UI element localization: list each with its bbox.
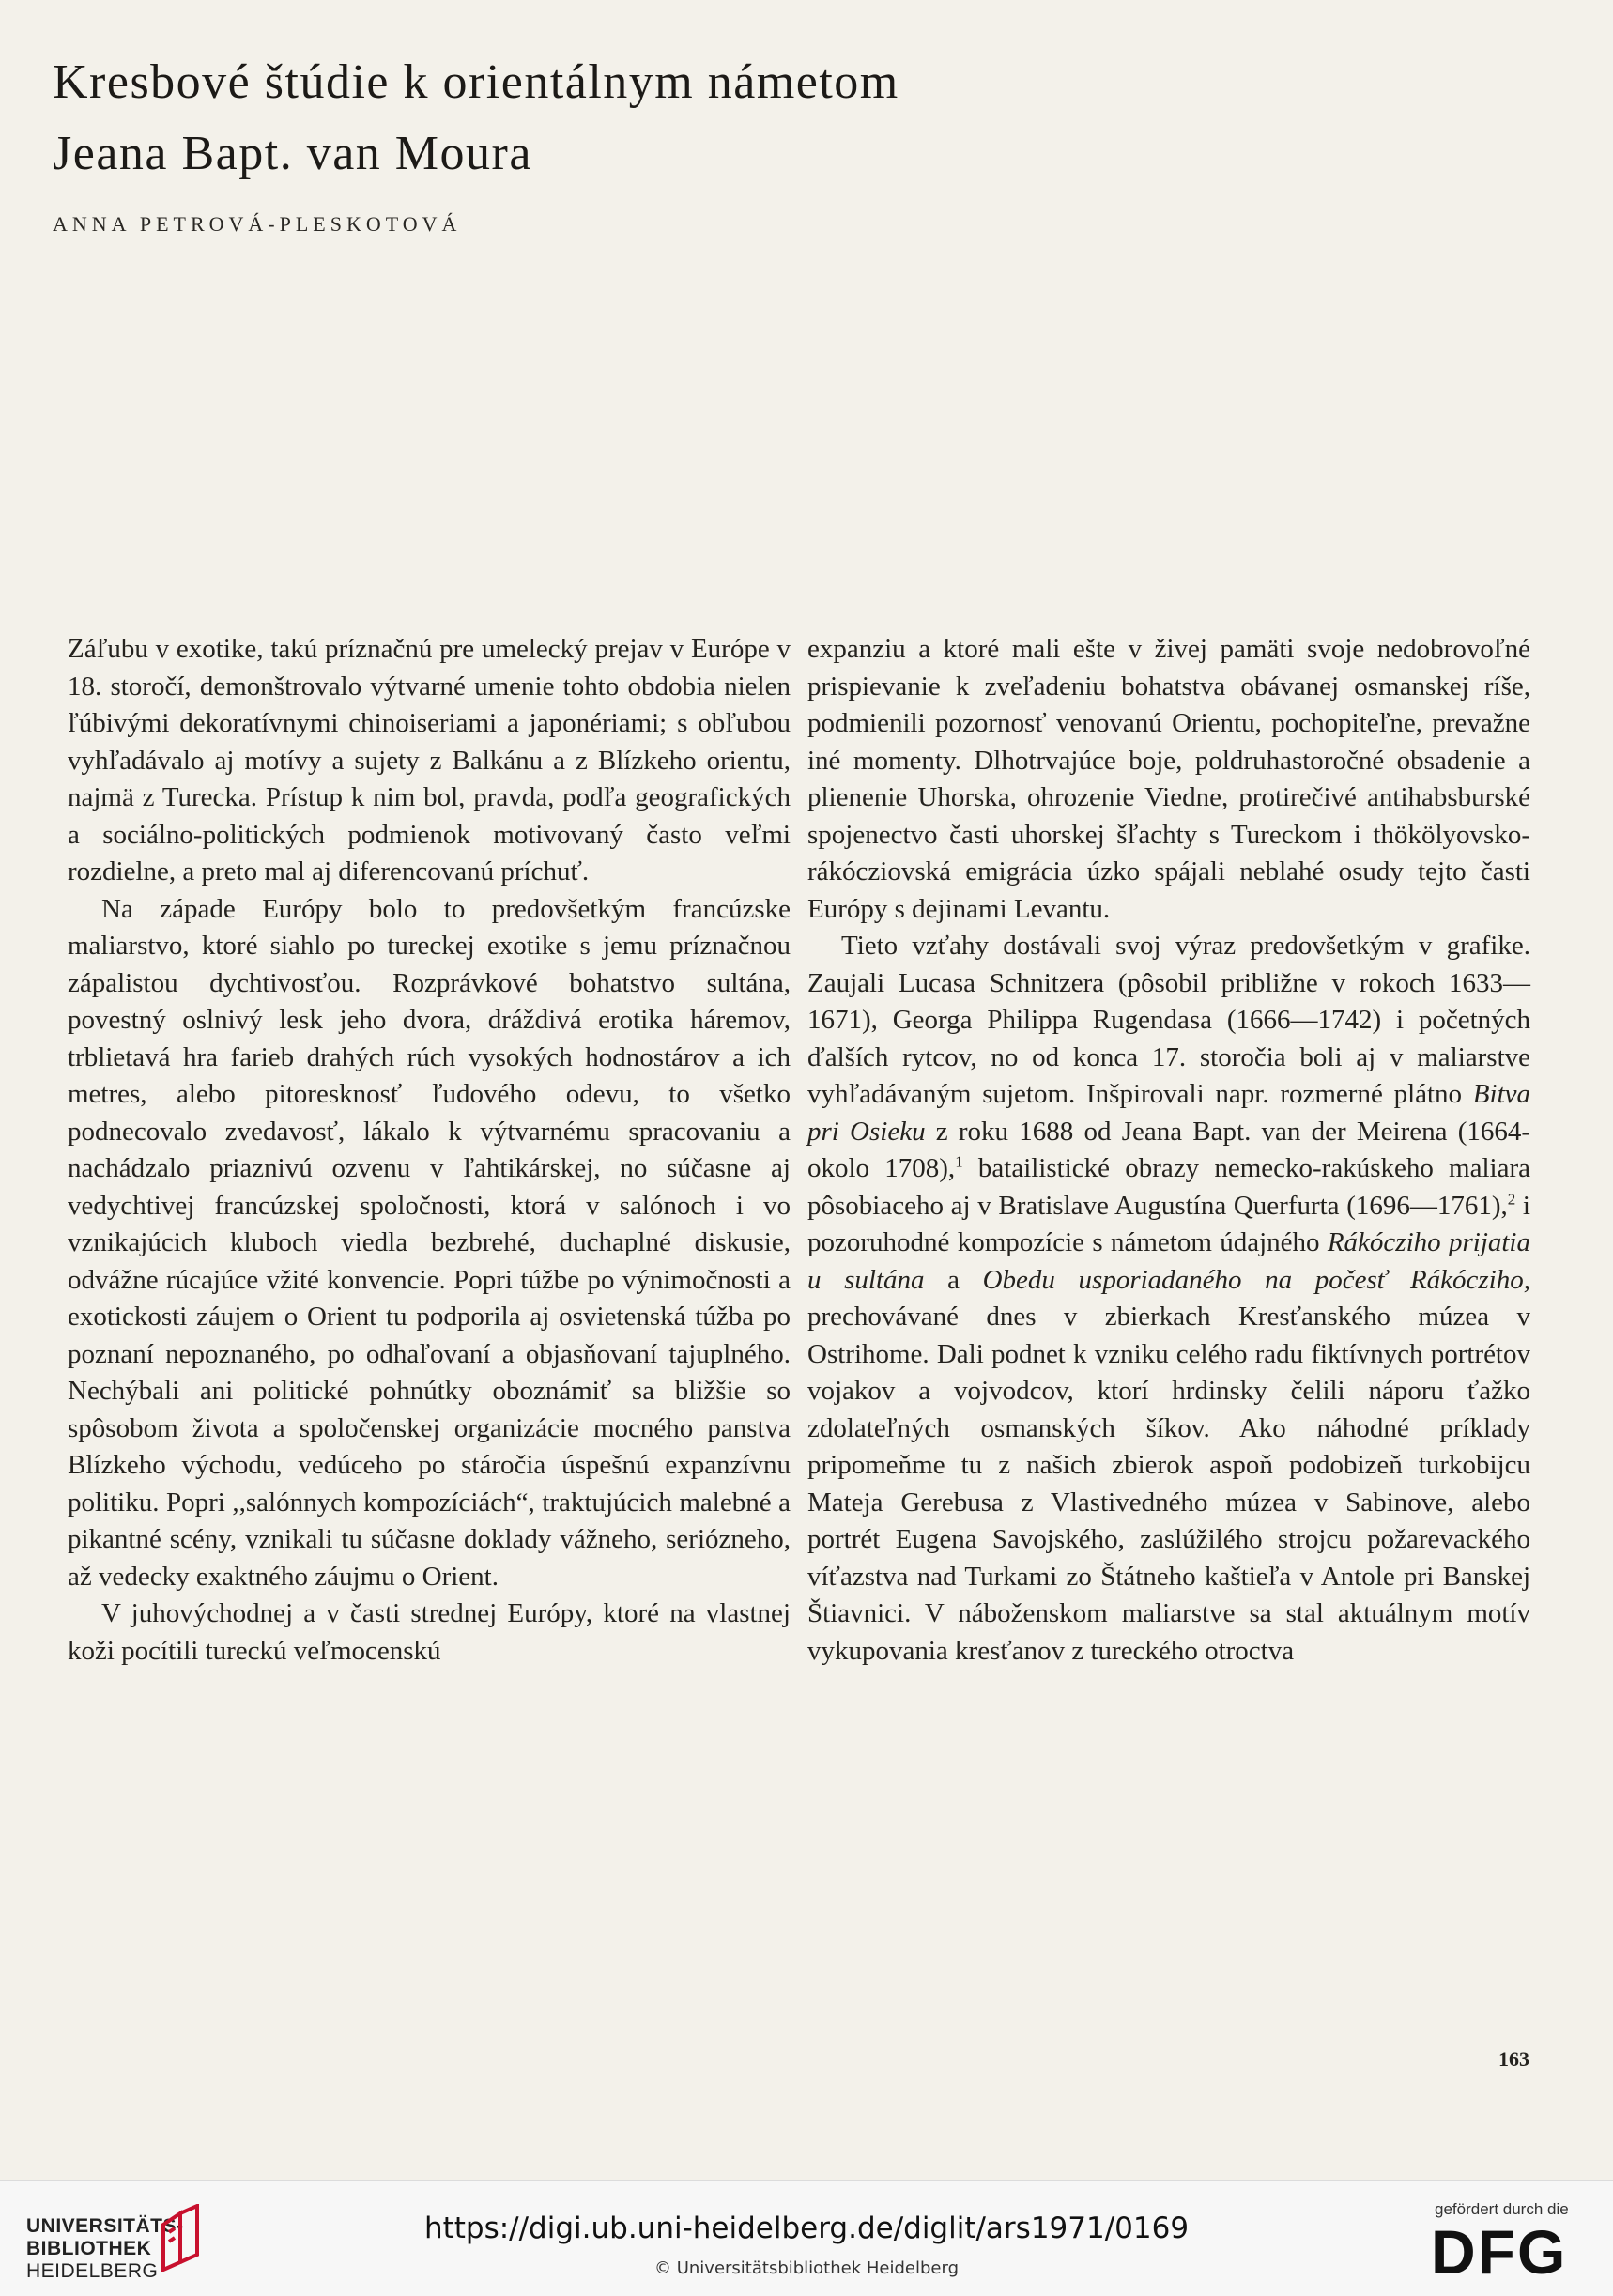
text-column-left <box>68 631 791 1670</box>
permalink-url[interactable]: https://digi.ub.uni-heidelberg.de/diglit/ars1971/0169 <box>423 2211 1190 2245</box>
text-run: i pozoruhodné kompozície s námetom údajného <box>807 1190 1530 1257</box>
text-run: a <box>924 1264 983 1295</box>
footnote-marker: 2 <box>1507 1189 1516 1208</box>
copyright-notice: © Universitätsbibliothek Heidelberg <box>653 2258 959 2278</box>
artwork-title: Obedu usporiadaného na počesť Rákócziho, <box>982 1264 1530 1295</box>
paragraph: V juhovýchodnej a v časti strednej Európy, ktoré na vlastnej koži pocítili tureckú veľmocenskú <box>68 1598 791 1666</box>
text-run: batailistické obrazy nemecko-rakúskeho maliara pôsobiaceho aj v Bratislave Augustína Querfurta (1696—1761), <box>807 1153 1530 1221</box>
paragraph: expanziu a ktoré mali ešte v živej pamäti svoje nedobrovoľné prispievanie k zveľadeniu bohatstva obávanej osmanskej ríše, podmienili pozornosť venovanú Orientu, pochopiteľne, prevažne iné momenty. Dlhotrvajúce boje, poldruhastoročné obsadenie a plienenie Uhorska, ohrozenie Viedne, protirečivé antihabsburské spojenectvo časti uhorskej šľachty s Tureckom i thökölyovsko-rákócziovská emigrácia úzko spájali neblahé osudy tejto časti Európy s dejinami Levantu. <box>807 634 1530 924</box>
funding-label: gefördert durch die <box>1435 2200 1569 2218</box>
text-run: prechovávané dnes v zbierkach Kresťanského múzea v Ostrihome. Dali podnet k vzniku celého radu fiktívnych portrétov vojakov a vojvodcov, ktorí hrdinsky čelili náporu ťažko zdolateľných osmanských šíkov. Ako náhodné príklady pripomeňme tu z našich zbierok aspoň podobizeň turkobijcu Mateja Gerebusa z Vlastivedného múzea v Sabinove, alebo portrét Eugena Savojského, zaslúžilého strojcu požarevackého víťazstva nad Turkami zo Štátneho kaštieľa v Antole pri Banskej Štiavnici. V náboženskom maliarstve sa stal aktuálnym motív vykupovania kresťanov z tureckého otroctva <box>807 1302 1530 1666</box>
text-run: Tieto vzťahy dostávali svoj výraz predovšetkým v grafike. Zaujali Lucasa Schnitzera (pôsobil približne v rokoch 1633—1671), Georga Philippa Rugendasa (1666—1742) i početných ďalších rytcov, no od konca 17. storočia boli aj v maliarstve vyhľadávaným sujetom. Inšpirovali napr. rozmerné plátno <box>807 931 1530 1109</box>
paragraph: Záľubu v exotike, takú príznačnú pre umelecký prejav v Európe v 18. storočí, demonštrovalo výtvarné umenie tohto obdobia nielen ľúbivými dekoratívnymi chinoiseriami a japonériami; s obľubou vyhľadávalo aj motívy a sujety z Balkánu a z Blízkeho orientu, najmä z Turecka. Prístup k nim bol, pravda, podľa geografických a sociálno-politických podmienok motivovaný často veľmi rozdielne, a preto mal aj diferencovanú príchuť. <box>68 634 791 886</box>
artwork-title: Rákócziho prijatia u sultána <box>807 1227 1530 1295</box>
dfg-logo[interactable]: DFG <box>1431 2217 1568 2287</box>
viewer-footer <box>0 2180 1613 2296</box>
library-name-line-1: UNIVERSITÄTS- <box>26 2215 184 2237</box>
title-line-1: Kresbové štúdie k orientálnym námetom <box>53 55 899 109</box>
artwork-title: Bitva pri Osieku <box>807 1079 1530 1147</box>
article-title <box>53 47 1273 190</box>
paragraph <box>807 928 1530 1670</box>
library-name-line-2: BIBLIOTHEK <box>26 2238 152 2259</box>
text-run: z roku 1688 od Jeana Bapt. van der Meirena (1664- okolo 1708), <box>807 1116 1531 1183</box>
title-line-2: Jeana Bapt. van Moura <box>53 127 532 180</box>
page-number: 163 <box>1498 2047 1529 2071</box>
text-column-right <box>807 631 1530 1670</box>
library-name-line-3: HEIDELBERG <box>26 2260 159 2282</box>
author-name: ANNA PETROVÁ-PLESKOTOVÁ <box>53 212 462 236</box>
footnote-marker: 1 <box>955 1152 963 1171</box>
paragraph: Na západe Európy bolo to predovšetkým francúzske maliarstvo, ktoré siahlo po tureckej exotike s jemu príznačnou zápalistou dychtivosťou. Rozprávkové bohatstvo sultána, povestný oslnivý lesk jeho dvora, dráždivá erotika háremov, trblietavá hra farieb drahých rúch vysokých hodnostárov a ich metres, alebo pitoresknosť ľudového odevu, to všetko podnecovalo zvedavosť, lákalo k výtvarnému spracovaniu a nachádzalo priaznivú ozvenu v ľahtikárskej, no súčasne aj vedychtivej francúzskej spoločnosti, ktorá v salónoch i vo vznikajúcich kluboch viedla bezbrehé, duchaplné diskusie, odvážne rúcajúce vžité konvencie. Popri túžbe po výnimočnosti a exotickosti záujem o Orient tu podporila aj osvietenská túžba po poznaní nepoznaného, po odhaľovaní a objasňovaní tajuplného. Nechýbali ani politické pohnútky oboznámiť sa bližšie so spôsobom života a spoločenskej organizácie mocného panstva Blízkeho východu, vedúceho po stáročia úspešnú expanzívnu politiku. Popri ,,salónnych kompozíciách“, traktujúcich malebné a pikantné scény, vznikali tu súčasne doklady vážneho, seriózneho, až vedecky exaktného záujmu o Orient. <box>68 893 791 1592</box>
